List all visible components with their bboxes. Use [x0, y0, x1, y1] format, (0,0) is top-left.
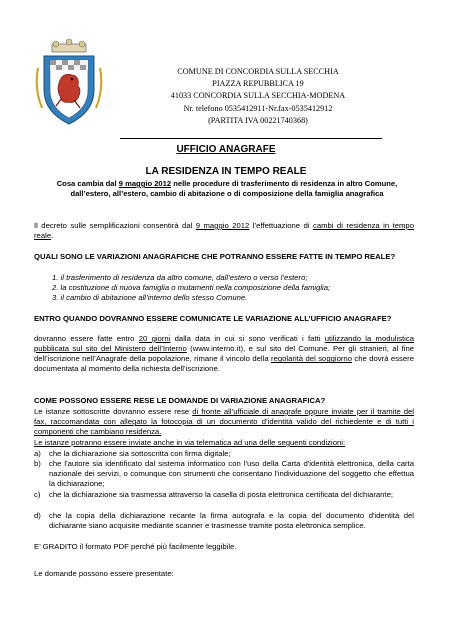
question-2-heading: ENTRO QUANDO DOVRANNO ESSERE COMUNICATE LE VARIAZIONE ALL’UFFICIO ANAGRAFE?: [34, 314, 392, 323]
intro-text-2: l’effettuazione di: [249, 221, 313, 230]
answer-3-telematic-note: Le istanze potranno essere inviate anche in via telematica ad una delle seguenti condizioni:: [34, 438, 346, 447]
condition-b: [34, 459, 414, 489]
header-line-name: COMUNE DI CONCORDIA SULLA SECCHIA: [177, 67, 339, 76]
intro-text-1: Il decreto sulle semplificazioni consentirà dal: [34, 221, 196, 230]
pdf-note: E’ GRADITO il formato PDF perché più facilmente leggibile.: [34, 542, 237, 551]
condition-a-key: a): [34, 449, 41, 458]
answer-3-paragraph: [34, 407, 414, 437]
condition-c: [34, 490, 414, 500]
header-line-address: PIAZZA REPUBBLICA 19: [212, 79, 304, 89]
list-item-3: 3. il cambio di abitazione all’interno dello stesso Comune.: [52, 293, 248, 302]
coat-of-arms-icon: [34, 38, 104, 130]
header-line-vat: (PARTITA IVA 00221740368): [208, 115, 308, 125]
condition-d-text: che la copia della dichiarazione recante la firma autografa e la copia del documento d'identità del dichiarante siano acquisite mediante scanner e trasmesse tramite posta elettronica semplice.: [49, 511, 414, 531]
condition-a-text: che la dichiarazione sia sottoscritta con firma digitale;: [49, 449, 231, 458]
answer-2-underlined-1: utilizzando la modulistica pubblicata sul sito del Ministero dell’Interno: [34, 334, 415, 354]
condition-c-key: c): [34, 490, 41, 499]
municipality-header: [128, 66, 388, 127]
list-item-1: 1. il trasferimento di residenza da altro comune, dall’estero o verso l’estero;: [52, 273, 308, 282]
answer-2-paragraph: [34, 334, 414, 374]
condition-c-text: che la dichiarazione sia trasmessa attraverso la casella di posta elettronica certificata del dichiarante;: [49, 490, 393, 499]
office-title: UFFICIO ANAGRAFE: [176, 144, 276, 155]
question-1-heading: QUALI SONO LE VARIAZIONI ANAGRAFICHE CHE POTRANNO ESSERE FATTE IN TEMPO REALE?: [34, 252, 396, 261]
answer-2-text-3: (www.interno.it), e sul sito del Comune. Per gli stranieri, al fine dell’iscrizione nell’Anagrafe della popolazione, rimane il vincolo della: [34, 344, 414, 364]
header-divider: [120, 138, 382, 139]
lead-text-2: nelle procedure di trasferimento di residenza in altro Comune, dall’estero, all’estero, cambio di abitazione o di composizione della famiglia anagrafica: [70, 179, 398, 199]
header-line-city: 41033 CONCORDIA SULLA SECCHIA-MODENA: [170, 91, 346, 101]
answer-2-text-4: che dovrà essere documentata al momento della richiesta dell’iscrizione.: [34, 354, 414, 374]
closing-line: Le domande possono essere presentate:: [34, 569, 174, 578]
condition-b-text: che l'autore sia identificato dal sistema informatico con l'uso della Carta d'identità elettronica, della carta nazionale dei servizi, o comunque con strumenti che consentano l'individuazione del soggetto che effettua la dichiarazione;: [49, 459, 414, 489]
lead-text-1: Cosa cambia dal: [56, 179, 119, 188]
intro-date: 9 maggio 2012: [195, 221, 250, 230]
answer-3-underlined-1: di fronte all’ufficiale di anagrafe oppure inviate per il tramite del fax, raccomandata con allegato la fotocopia di un documento d’identità valido del richiedente e di tutti i componenti che cambiano residenza.: [34, 407, 414, 437]
condition-d: [34, 511, 414, 531]
condition-a: [34, 449, 414, 459]
condition-b-key: b): [34, 459, 41, 468]
list-item-2: 2. la costituzione di nuova famiglia o mutamenti nella composizione della famiglia;: [52, 283, 331, 292]
question-3-heading: COME POSSONO ESSERE RESE LE DOMANDE DI VARIAZIONE ANAGRAFICA?: [34, 396, 326, 405]
answer-2-text-2: dalla data in cui si sono verificati i fatti: [170, 334, 325, 343]
condition-d-key: d): [34, 511, 41, 520]
lead-date: 9 maggio 2012: [118, 179, 172, 188]
lead-paragraph: [52, 179, 402, 200]
answer-3-text-1: Le istanze sottoscritte dovranno essere rese: [34, 407, 193, 416]
main-title: LA RESIDENZA IN TEMPO REALE: [145, 166, 307, 177]
intro-text-3: .: [51, 231, 54, 241]
header-line-phone: Nr. telefono 0535412911-Nr.fax-0535412912: [183, 103, 333, 113]
intro-paragraph: [34, 221, 414, 241]
answer-2-text-1: dovranno essere fatte entro: [34, 334, 139, 343]
intro-link: cambi di residenza in tempo reale: [34, 221, 414, 241]
answer-2-underlined-2: regolarità del soggiorno: [271, 354, 352, 364]
answer-2-days: 20 giorni: [138, 334, 171, 343]
